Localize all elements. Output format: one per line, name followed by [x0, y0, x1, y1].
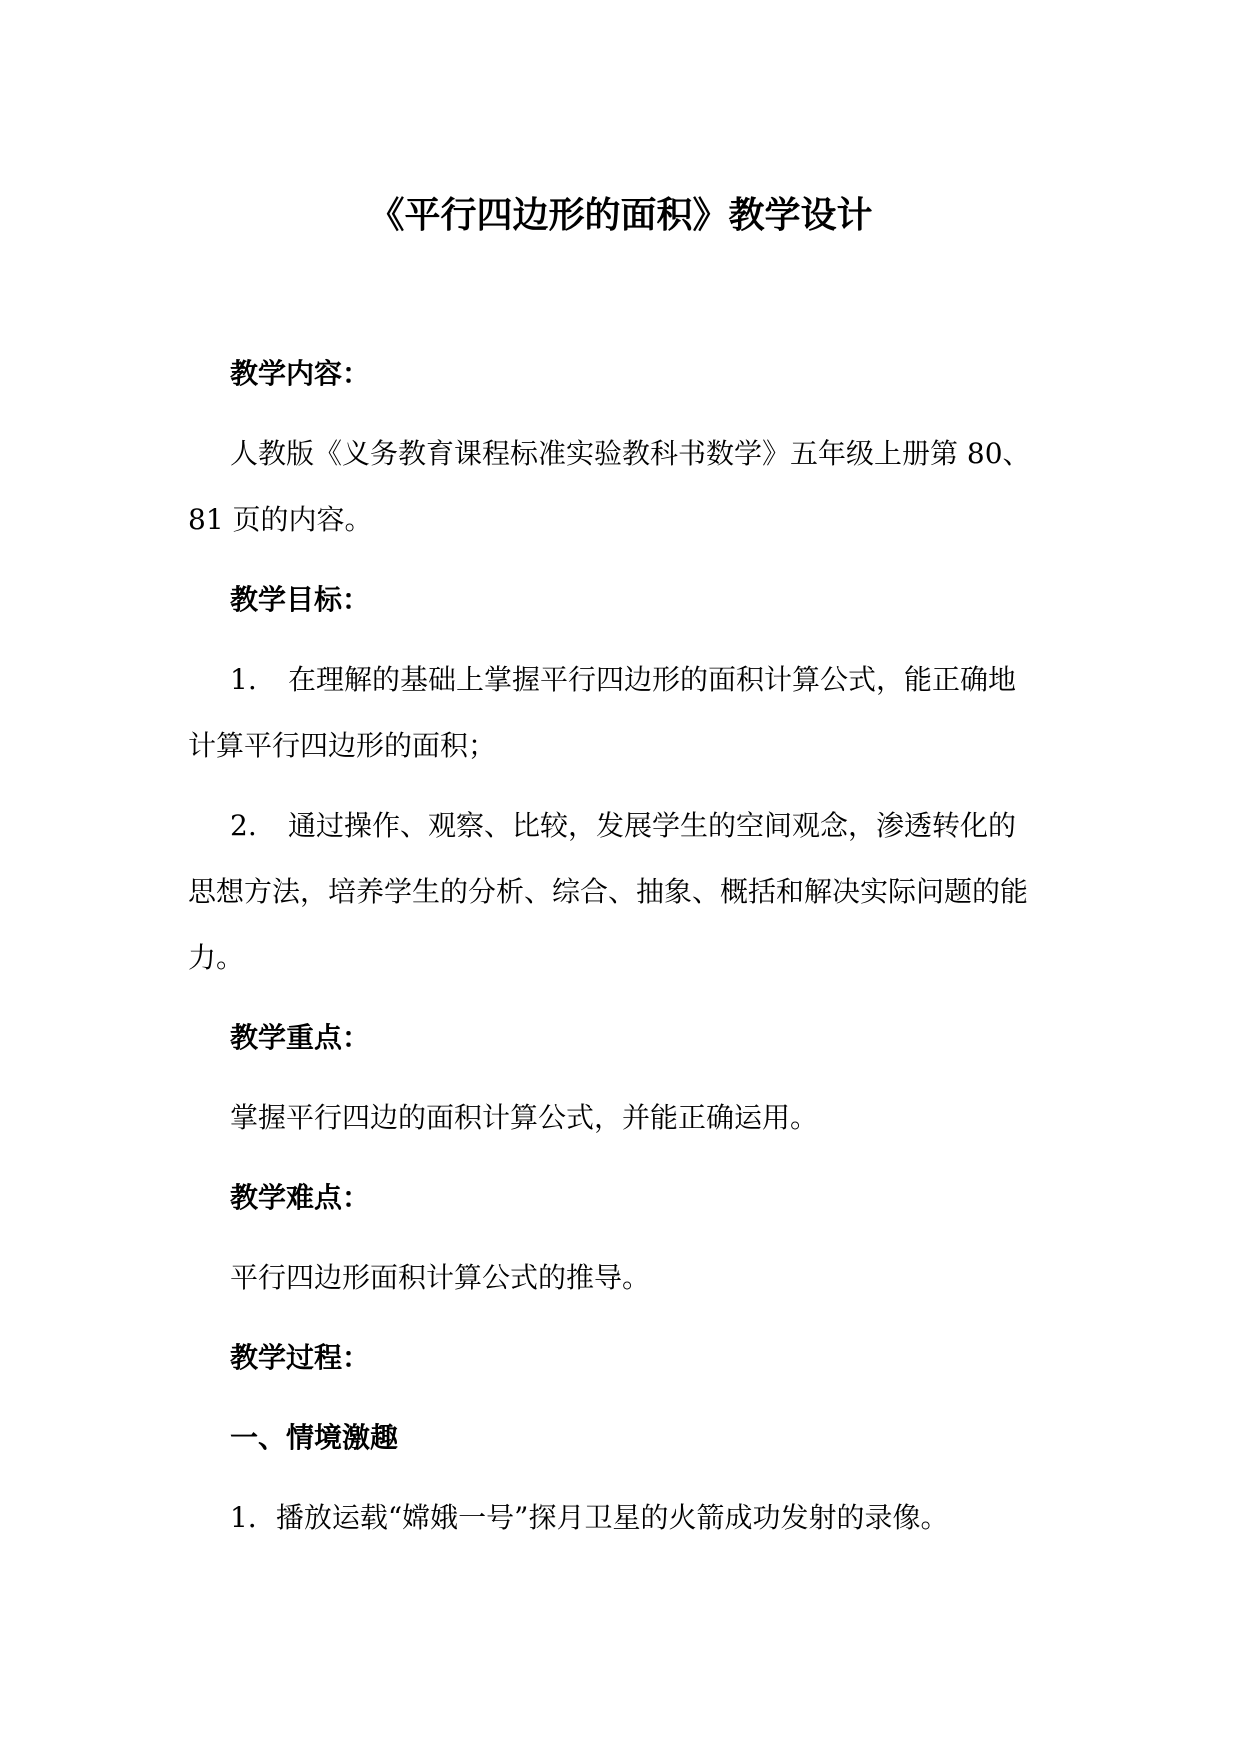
content-text-line-1: 人教版《义务教育课程标准实验教科书数学》五年级上册第 80、	[230, 437, 1031, 470]
key-point-text: 掌握平行四边的面积计算公式，并能正确运用。	[230, 1101, 819, 1134]
difficulty-text: 平行四边形面积计算公式的推导。	[230, 1261, 651, 1294]
key-point-heading: 教学重点：	[230, 1021, 371, 1054]
difficulty-heading: 教学难点：	[230, 1181, 371, 1214]
goals-heading: 教学目标：	[230, 583, 371, 616]
goal-1-line-2: 计算平行四边形的面积；	[188, 729, 497, 762]
process-heading: 教学过程：	[230, 1341, 371, 1374]
goal-2-number: 2.	[230, 809, 257, 842]
part-1-heading: 一、情境激趣	[230, 1421, 399, 1454]
part-1-item-1: 1．播放运载“嫦娥一号”探月卫星的火箭成功发射的录像。	[230, 1501, 949, 1534]
content-text-line-2: 81 页的内容。	[188, 503, 373, 536]
content-heading: 教学内容：	[230, 357, 371, 390]
goal-1-text: 在理解的基础上掌握平行四边形的面积计算公式，能正确地	[288, 663, 1017, 696]
goal-2-line-1	[230, 806, 1016, 846]
document-title: 《平行四边形的面积》教学设计	[368, 194, 873, 236]
goal-1-line-1	[230, 660, 1016, 700]
goal-2-text: 通过操作、观察、比较，发展学生的空间观念，渗透转化的	[288, 809, 1017, 842]
goal-2-line-3: 力。	[188, 941, 245, 974]
goal-1-number: 1.	[230, 663, 257, 696]
goal-2-line-2: 思想方法，培养学生的分析、综合、抽象、概括和解决实际问题的能	[188, 875, 1029, 908]
